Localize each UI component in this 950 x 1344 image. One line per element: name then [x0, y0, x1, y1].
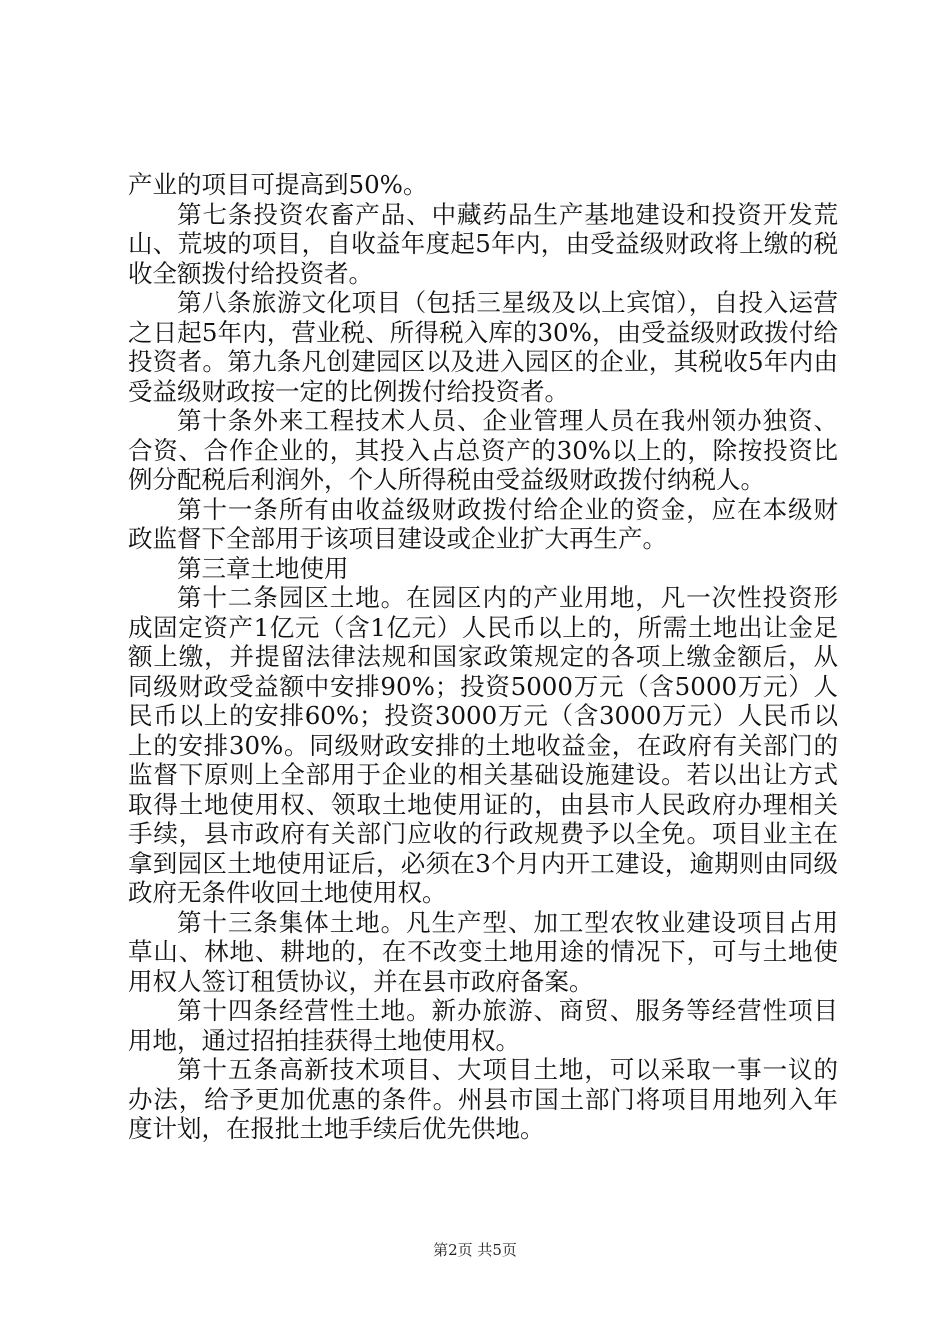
document-body: [128, 170, 838, 1144]
paragraph-article-12: 第十二条园区土地。在园区内的产业用地，凡一次性投资形成固定资产1亿元（含1亿元）人民币以上的，所需土地出让金足额上缴，并提留法律法规和国家政策规定的各项上缴金额后，从同级财政受益额中安排90%；投资5000万元（含5000万元）人民币以上的安排60%；投资3000万元（含3000万元）人民币以上的安排30%。同级财政安排的土地收益金，在政府有关部门的监督下原则上全部用于企业的相关基础设施建设。若以出让方式取得土地使用权、领取土地使用证的，由县市人民政府办理相关手续，县市政府有关部门应收的行政规费予以全免。项目业主在拿到园区土地使用证后，必须在3个月内开工建设，逾期则由同级政府无条件收回土地使用权。: [128, 583, 838, 907]
paragraph-article-10: 第十条外来工程技术人员、企业管理人员在我州领办独资、合资、合作企业的，其投入占总资产的30%以上的，除按投资比例分配税后利润外，个人所得税由受益级财政拨付纳税人。: [128, 406, 838, 494]
paragraph-article-11: 第十一条所有由收益级财政拨付给企业的资金，应在本级财政监督下全部用于该项目建设或企业扩大再生产。: [128, 494, 838, 553]
paragraph-article-8-9: 第八条旅游文化项目（包括三星级及以上宾馆），自投入运营之日起5年内，营业税、所得税入库的30%，由受益级财政拨付给投资者。第九条凡创建园区以及进入园区的企业，其税收5年内由受益级财政按一定的比例拨付给投资者。: [128, 288, 838, 406]
page-number: 第2页 共5页: [433, 1241, 517, 1259]
paragraph-article-13: 第十三条集体土地。凡生产型、加工型农牧业建设项目占用草山、林地、耕地的，在不改变土地用途的情况下，可与土地使用权人签订租赁协议，并在县市政府备案。: [128, 907, 838, 996]
paragraph-article-7: 第七条投资农畜产品、中藏药品生产基地建设和投资开发荒山、荒坡的项目，自收益年度起5年内，由受益级财政将上缴的税收全额拨付给投资者。: [128, 199, 838, 288]
paragraph-continuation: 产业的项目可提高到50%。: [128, 170, 428, 199]
paragraph-article-15: 第十五条高新技术项目、大项目土地，可以采取一事一议的办法，给予更加优惠的条件。州县市国土部门将项目用地列入年度计划，在报批土地手续后优先供地。: [128, 1055, 838, 1143]
page-footer: [0, 1240, 950, 1260]
paragraph-article-14: 第十四条经营性土地。新办旅游、商贸、服务等经营性项目用地，通过招拍挂获得土地使用权。: [128, 996, 838, 1055]
chapter-heading: 第三章土地使用: [177, 553, 349, 583]
